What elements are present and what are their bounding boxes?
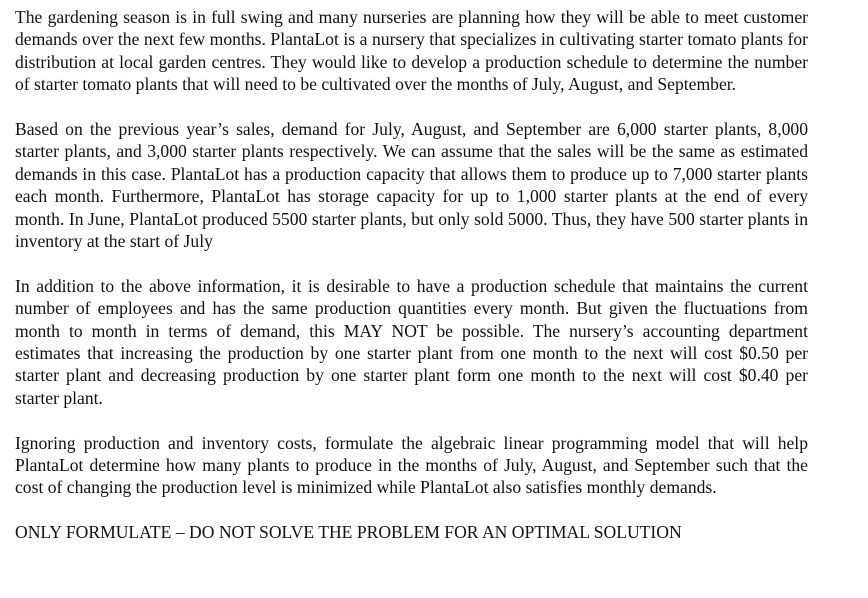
task-paragraph: Ignoring production and inventory costs, formulate the algebraic linear programming model that will help PlantaLot determine how many plants to produce in the months of July, August, and September such that the cost of changing the production level is minimized while PlantaLot also satisfies monthly demands.	[15, 432, 808, 498]
intro-paragraph: The gardening season is in full swing and many nurseries are planning how they will be able to meet customer demands over the next few months. PlantaLot is a nursery that specializes in cultivating starter tomato plants for distribution at local garden centres. They would like to develop a production schedule to determine the number of starter tomato plants that will need to be cultivated over the months of July, August, and September.	[15, 7, 808, 95]
cost-paragraph: In addition to the above information, it is desirable to have a production schedule that maintains the current number of employees and has the same production quantities every month. But given the fluctuations from month to month in terms of demand, this MAY NOT be possible. The nursery’s accounting department estimates that increasing the production by one starter plant from one month to the next will cost $0.50 per starter plant and decreasing production by one starter plant form one month to the next will cost $0.40 per starter plant.	[15, 275, 808, 408]
demand-paragraph: Based on the previous year’s sales, demand for July, August, and September are 6,000 starter plants, 8,000 starter plants, and 3,000 starter plants respectively. We can assume that the sales will be the same as estimated demands in this case. PlantaLot has a production capacity that allows them to produce up to 7,000 starter plants each month. Furthermore, PlantaLot has storage capacity for up to 1,000 starter plants at the end of every month. In June, PlantaLot produced 5500 starter plants, but only sold 5000. Thus, they have 500 starter plants in inventory at the start of July	[15, 119, 808, 252]
instruction-line: ONLY FORMULATE – DO NOT SOLVE THE PROBLEM FOR AN OPTIMAL SOLUTION	[15, 522, 682, 543]
